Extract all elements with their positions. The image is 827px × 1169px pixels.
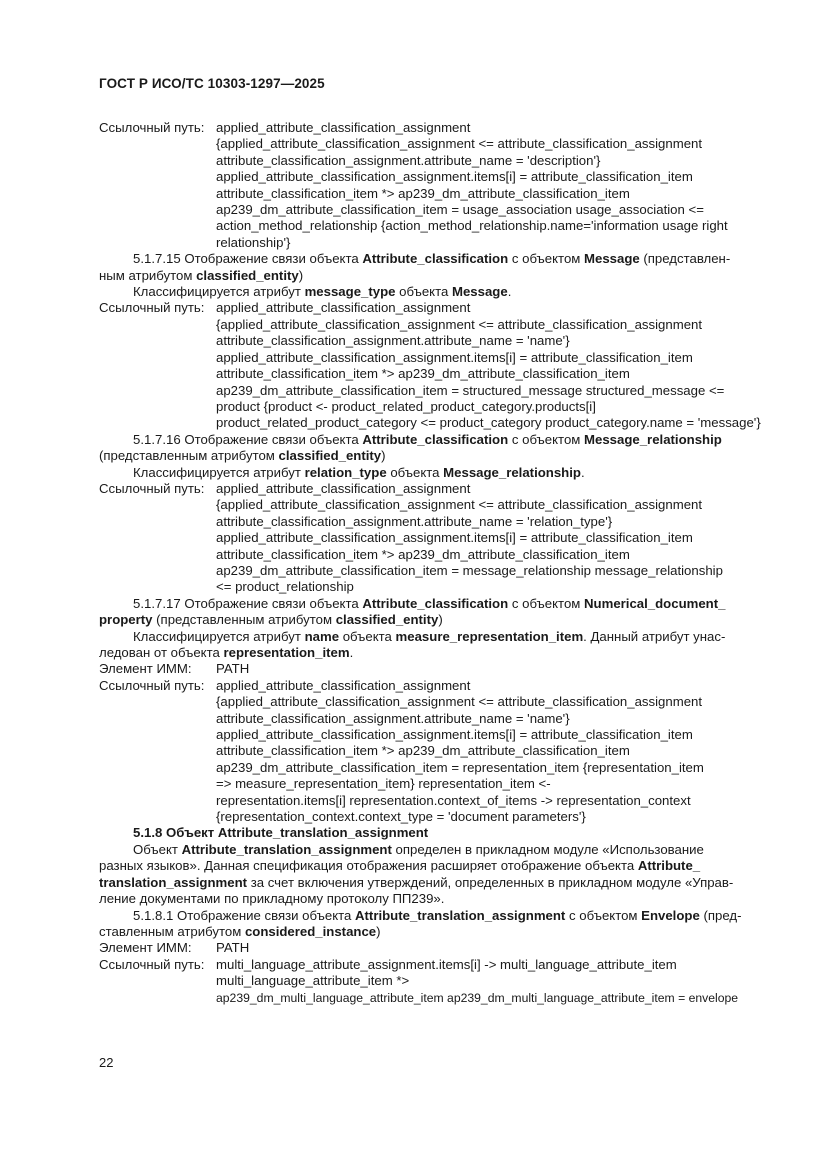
ref-path-line: action_method_relationship {action_method_relationship.name='information usage right — [216, 218, 728, 234]
document-header: ГОСТ Р ИСО/ТС 10303-1297—2025 — [99, 76, 325, 91]
ref-path-line: applied_attribute_classification_assignment.items[i] = attribute_classification_item — [216, 727, 693, 743]
ref-path-block-3 — [99, 481, 769, 596]
section-5-1-7-16-title: 5.1.7.16 Отображение связи объекта Attribute_classification с объектом Message_relationship — [133, 431, 722, 447]
ref-path-block-4 — [99, 678, 769, 826]
ref-path-line: {representation_context.context_type = 'document parameters'} — [216, 809, 586, 825]
ref-path-line: ap239_dm_attribute_classification_item = usage_association usage_association <= — [216, 202, 704, 218]
ref-path-line: applied_attribute_classification_assignment.items[i] = attribute_classification_item — [216, 169, 693, 185]
aim-element-value: PATH — [216, 661, 250, 677]
ref-path-line: attribute_classification_assignment.attribute_name = 'name'} — [216, 333, 570, 349]
section-5-1-7-17-title-cont: property (представленным атрибутом classified_entity) — [99, 612, 443, 628]
ref-path-label: Ссылочный путь: — [99, 956, 205, 972]
ref-path-line: attribute_classification_item *> ap239_dm_attribute_classification_item — [216, 546, 630, 562]
ref-path-line: product_related_product_category <= product_category product_category.name = 'message'} — [216, 415, 761, 431]
ref-path-line: applied_attribute_classification_assignment — [216, 120, 471, 135]
ref-path-lines — [216, 957, 769, 1006]
ref-path-line: attribute_classification_item *> ap239_dm_attribute_classification_item — [216, 743, 630, 759]
aim-element-row — [99, 940, 769, 956]
section-5-1-8-para-line-3: translation_assignment за счет включения утверждений, определенных в прикладном модуле «Управ- — [99, 874, 734, 890]
ref-path-line: <= product_relationship — [216, 579, 354, 595]
ref-path-line: ap239_dm_multi_language_attribute_item ap239_dm_multi_language_attribute_item = envelope — [216, 990, 739, 1005]
ref-path-line: {applied_attribute_classification_assignment <= attribute_classification_assignment — [216, 316, 703, 332]
ref-path-line: applied_attribute_classification_assignment — [216, 300, 471, 316]
ref-path-lines — [216, 120, 769, 251]
section-5-1-7-17-classifies-cont: ледован от объекта representation_item. — [99, 645, 354, 660]
ref-path-line: attribute_classification_item *> ap239_dm_attribute_classification_item — [216, 185, 630, 201]
section-5-1-7-17-classifies: Классифицируется атрибут name объекта measure_representation_item. Данный атрибут унас- — [133, 628, 726, 644]
ref-path-block-5 — [99, 957, 769, 1006]
section-5-1-8-para-line-1: Объект Attribute_translation_assignment определен в прикладном модуле «Использование — [133, 841, 704, 857]
ref-path-line: product {product <- product_related_product_category.products[i] — [216, 398, 596, 414]
ref-path-line: applied_attribute_classification_assignment — [216, 480, 471, 496]
section-5-1-8-para-line-2: разных языков». Данная спецификация отображения расширяет отображение объекта Attribute_ — [99, 858, 701, 874]
aim-element-label: Элемент ИММ: — [99, 661, 192, 677]
ref-path-block-1 — [99, 120, 769, 251]
ref-path-line: relationship'} — [216, 234, 291, 250]
section-5-1-7-17-title: 5.1.7.17 Отображение связи объекта Attribute_classification с объектом Numerical_document_ — [133, 595, 726, 611]
ref-path-line: {applied_attribute_classification_assignment <= attribute_classification_assignment — [216, 497, 703, 513]
section-5-1-7-15-classifies: Классифицируется атрибут message_type объекта Message. — [133, 284, 512, 300]
ref-path-line: applied_attribute_classification_assignment — [216, 677, 471, 693]
section-5-1-8-1-title-cont: ставленным атрибутом considered_instance) — [99, 923, 381, 939]
ref-path-line: representation.items[i] representation.context_of_items -> representation_context — [216, 792, 691, 808]
section-5-1-8-heading: 5.1.8 Объект Attribute_translation_assignment — [133, 825, 429, 841]
ref-path-line: {applied_attribute_classification_assignment <= attribute_classification_assignment — [216, 136, 703, 152]
aim-element-value: PATH — [216, 940, 250, 956]
section-5-1-7-15-title: 5.1.7.15 Отображение связи объекта Attribute_classification с объектом Message (представлен- — [133, 251, 731, 267]
ref-path-line: attribute_classification_assignment.attribute_name = 'relation_type'} — [216, 513, 613, 529]
ref-path-line: multi_language_attribute_assignment.items[i] -> multi_language_attribute_item — [216, 956, 677, 972]
section-5-1-7-15-title-cont: ным атрибутом classified_entity) — [99, 267, 304, 283]
ref-path-line: ap239_dm_attribute_classification_item = message_relationship message_relationship — [216, 562, 723, 578]
ref-path-line: ap239_dm_attribute_classification_item = structured_message structured_message <= — [216, 382, 725, 398]
aim-element-row — [99, 661, 769, 677]
ref-path-line: attribute_classification_assignment.attribute_name = 'name'} — [216, 710, 570, 726]
aim-element-label: Элемент ИММ: — [99, 940, 192, 956]
document-body — [99, 120, 769, 1006]
ref-path-line: ap239_dm_attribute_classification_item = representation_item {representation_item — [216, 759, 704, 775]
ref-path-line: attribute_classification_assignment.attribute_name = 'description'} — [216, 152, 601, 168]
ref-path-line: attribute_classification_item *> ap239_dm_attribute_classification_item — [216, 366, 630, 382]
ref-path-block-2 — [99, 300, 769, 431]
ref-path-line: {applied_attribute_classification_assignment <= attribute_classification_assignment — [216, 694, 703, 710]
ref-path-line: applied_attribute_classification_assignment.items[i] = attribute_classification_item — [216, 530, 693, 546]
section-5-1-8-para-line-4: ление документами по прикладному протоколу ПП239». — [99, 891, 445, 907]
ref-path-lines — [216, 481, 769, 596]
section-5-1-7-16-classifies: Классифицируется атрибут relation_type объекта Message_relationship. — [133, 464, 585, 480]
ref-path-label: Ссылочный путь: — [99, 300, 205, 316]
ref-path-line: applied_attribute_classification_assignment.items[i] = attribute_classification_item — [216, 349, 693, 365]
ref-path-line: multi_language_attribute_item *> — [216, 973, 410, 989]
ref-path-label: Ссылочный путь: — [99, 677, 205, 693]
section-5-1-8-1-title: 5.1.8.1 Отображение связи объекта Attribute_translation_assignment с объектом Envelope (пред- — [133, 907, 742, 923]
ref-path-label: Ссылочный путь: — [99, 480, 205, 496]
ref-path-line: => measure_representation_item} representation_item <- — [216, 776, 551, 792]
ref-path-lines — [216, 300, 769, 431]
ref-path-lines — [216, 678, 769, 826]
section-5-1-7-16-title-cont: (представленным атрибутом classified_entity) — [99, 448, 386, 464]
ref-path-label: Ссылочный путь: — [99, 120, 205, 135]
page-number: 22 — [99, 1055, 114, 1070]
